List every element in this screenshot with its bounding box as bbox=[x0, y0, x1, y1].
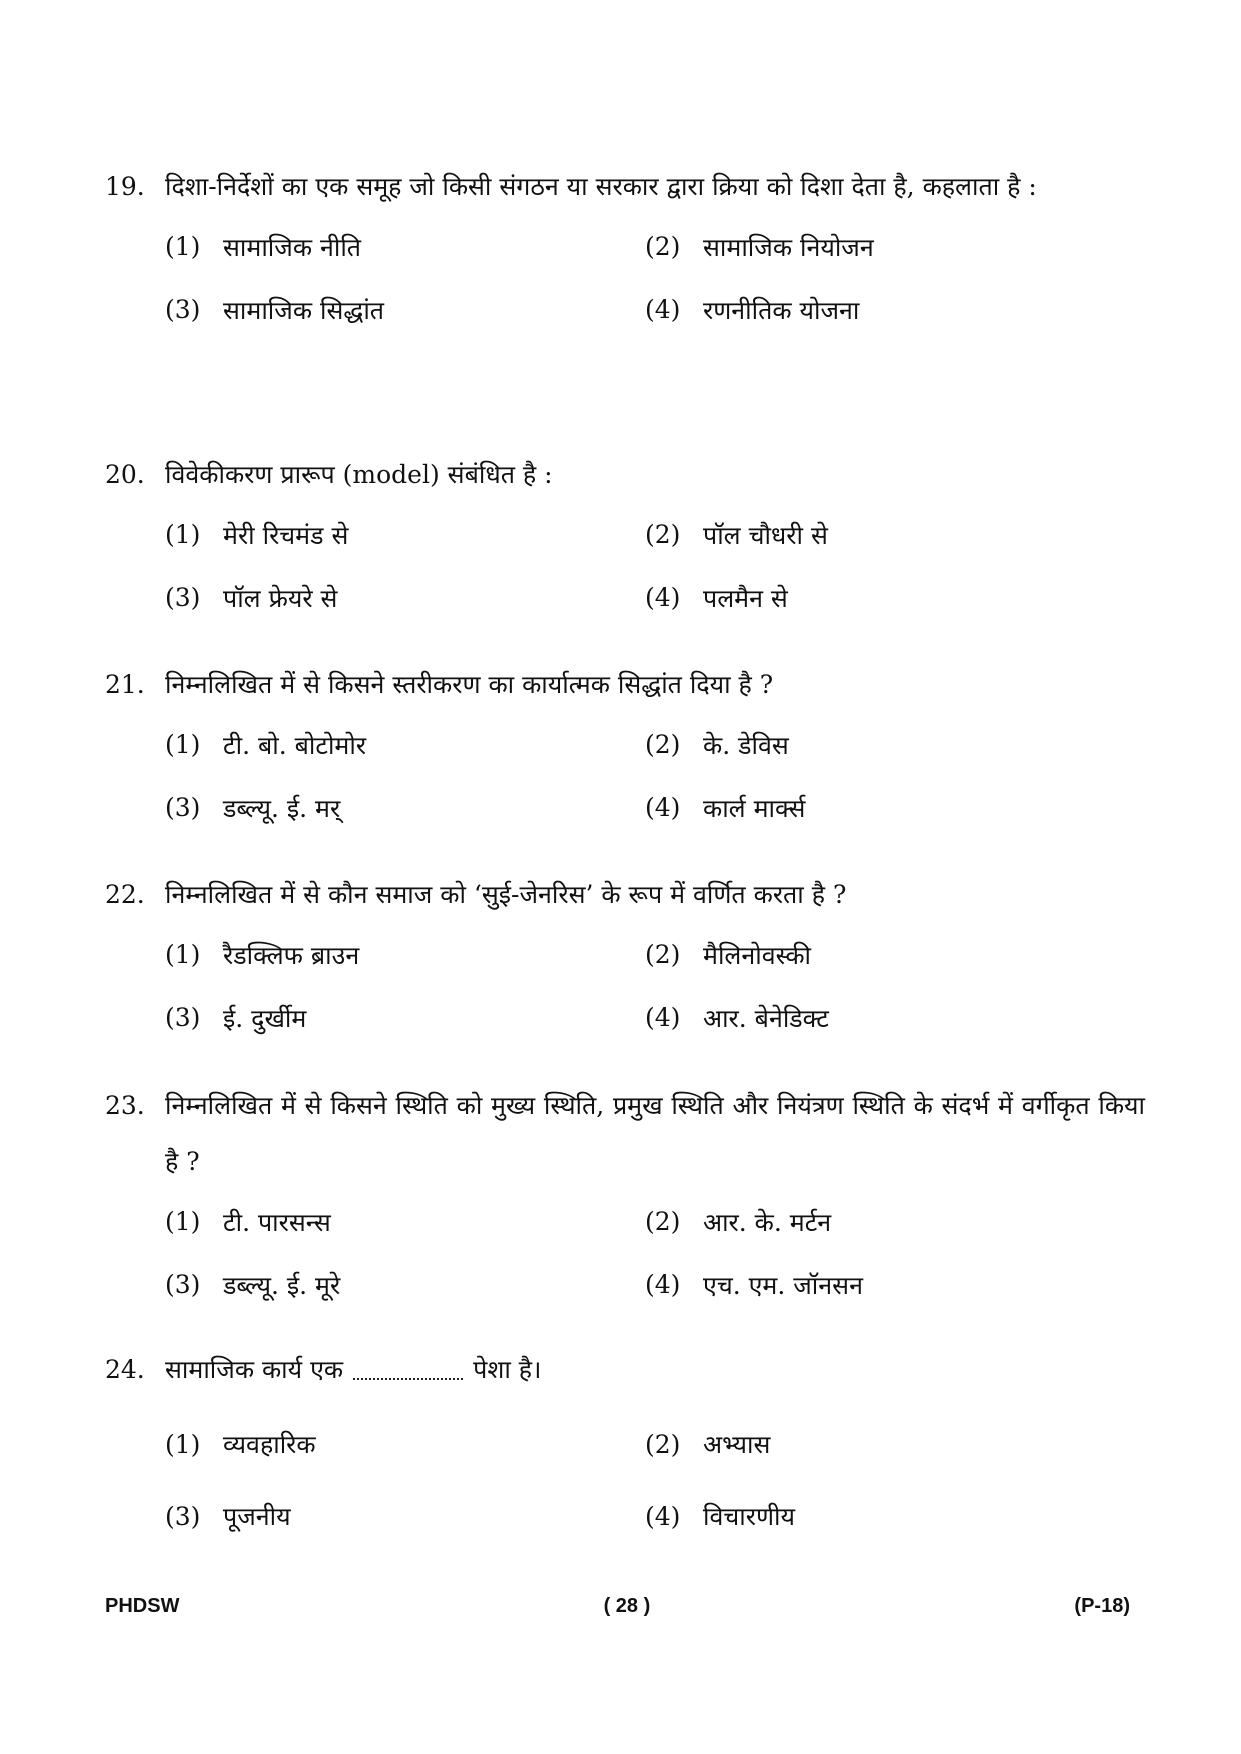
option-number: (3) bbox=[165, 1501, 201, 1531]
option-3[interactable] bbox=[165, 1480, 645, 1552]
option-number: (2) bbox=[645, 1429, 681, 1459]
options-list bbox=[165, 1190, 1145, 1316]
option-text: डब्ल्यू. ई. मूरे bbox=[223, 1270, 341, 1300]
option-4[interactable] bbox=[645, 278, 1125, 341]
option-text: मैलिनोवस्की bbox=[703, 940, 812, 970]
question-22 bbox=[105, 867, 1145, 1049]
option-text: मेरी रिचमंड से bbox=[223, 520, 349, 550]
option-number: (2) bbox=[645, 232, 681, 261]
option-1[interactable] bbox=[165, 1190, 645, 1253]
option-2[interactable] bbox=[645, 923, 1125, 986]
question-number: 23. bbox=[105, 1091, 145, 1120]
question-21 bbox=[105, 657, 1145, 839]
option-text: सामाजिक नियोजन bbox=[703, 232, 874, 262]
option-text: ई. दुर्खीम bbox=[223, 1003, 307, 1033]
footer-code: PHDSW bbox=[105, 1595, 180, 1617]
option-1[interactable] bbox=[165, 1408, 645, 1480]
options-list bbox=[165, 215, 1145, 341]
question-20 bbox=[105, 447, 1145, 629]
options-list bbox=[165, 503, 1145, 629]
question-number: 19. bbox=[105, 172, 145, 201]
options-list bbox=[165, 1408, 1145, 1552]
option-number: (4) bbox=[645, 1501, 681, 1531]
option-number: (4) bbox=[645, 1270, 681, 1299]
option-3[interactable] bbox=[165, 776, 645, 839]
option-number: (3) bbox=[165, 295, 201, 324]
option-text: एच. एम. जॉनसन bbox=[703, 1270, 863, 1300]
question-text bbox=[165, 1342, 1145, 1398]
option-4[interactable] bbox=[645, 776, 1125, 839]
page-footer bbox=[105, 1595, 1130, 1618]
option-number: (1) bbox=[165, 232, 201, 261]
option-number: (3) bbox=[165, 1003, 201, 1032]
option-1[interactable] bbox=[165, 713, 645, 776]
question-text-after: पेशा है। bbox=[473, 1355, 542, 1384]
question-text-before: सामाजिक कार्य एक bbox=[165, 1355, 344, 1384]
option-4[interactable] bbox=[645, 986, 1125, 1049]
question-number: 21. bbox=[105, 670, 145, 699]
option-text: सामाजिक नीति bbox=[223, 232, 362, 262]
option-number: (2) bbox=[645, 940, 681, 969]
option-2[interactable] bbox=[645, 1190, 1125, 1253]
question-text: निम्नलिखित में से किसने स्तरीकरण का कार्यात्मक सिद्धांत दिया है ? bbox=[165, 670, 774, 699]
option-1[interactable] bbox=[165, 923, 645, 986]
option-number: (3) bbox=[165, 583, 201, 612]
option-text: टी. बो. बोटोमोर bbox=[223, 730, 367, 760]
option-number: (2) bbox=[645, 520, 681, 549]
question-number: 22. bbox=[105, 880, 145, 909]
option-2[interactable] bbox=[645, 503, 1125, 566]
option-text: टी. पारसन्स bbox=[223, 1207, 331, 1237]
option-text: पूजनीय bbox=[223, 1502, 291, 1531]
option-text: विचारणीय bbox=[703, 1502, 796, 1531]
option-4[interactable] bbox=[645, 566, 1125, 629]
question-text: दिशा-निर्देशों का एक समूह जो किसी संगठन या सरकार द्वारा क्रिया को दिशा देता है, कहलाता है : bbox=[165, 172, 1037, 201]
option-number: (1) bbox=[165, 1207, 201, 1236]
option-4[interactable] bbox=[645, 1253, 1125, 1316]
option-2[interactable] bbox=[645, 713, 1125, 776]
option-text: रैडक्लिफ ब्राउन bbox=[223, 940, 360, 970]
options-list bbox=[165, 713, 1145, 839]
question-23 bbox=[105, 1078, 1145, 1316]
option-number: (4) bbox=[645, 583, 681, 612]
paper-code: (P-18) bbox=[1074, 1595, 1130, 1617]
option-2[interactable] bbox=[645, 215, 1125, 278]
option-text: डब्ल्यू. ई. मर् bbox=[223, 793, 341, 823]
question-number: 24. bbox=[105, 1355, 145, 1384]
option-number: (4) bbox=[645, 793, 681, 822]
question-text: निम्नलिखित में से कौन समाज को ‘सुई-जेनरिस’ के रूप में वर्णित करता है ? bbox=[165, 880, 847, 909]
option-4[interactable] bbox=[645, 1480, 1125, 1552]
option-3[interactable] bbox=[165, 566, 645, 629]
option-text: के. डेविस bbox=[703, 730, 789, 760]
option-text: पॉल फ्रेयरे से bbox=[223, 583, 338, 613]
option-3[interactable] bbox=[165, 1253, 645, 1316]
option-number: (3) bbox=[165, 1270, 201, 1299]
question-19 bbox=[105, 159, 1145, 341]
option-text: व्यवहारिक bbox=[223, 1430, 316, 1459]
options-list bbox=[165, 923, 1145, 1049]
option-1[interactable] bbox=[165, 503, 645, 566]
option-number: (3) bbox=[165, 793, 201, 822]
option-number: (1) bbox=[165, 940, 201, 969]
option-number: (4) bbox=[645, 295, 681, 324]
option-number: (2) bbox=[645, 1207, 681, 1236]
option-text: पलमैन से bbox=[703, 583, 788, 613]
page-number: ( 28 ) bbox=[603, 1595, 651, 1617]
option-1[interactable] bbox=[165, 215, 645, 278]
option-number: (1) bbox=[165, 520, 201, 549]
option-number: (1) bbox=[165, 730, 201, 759]
option-text: अभ्यास bbox=[703, 1430, 771, 1459]
fill-in-blank bbox=[353, 1364, 463, 1380]
option-number: (4) bbox=[645, 1003, 681, 1032]
question-number: 20. bbox=[105, 460, 145, 489]
option-text: आर. के. मर्टन bbox=[703, 1207, 832, 1237]
option-3[interactable] bbox=[165, 278, 645, 341]
option-text: आर. बेनेडिक्ट bbox=[703, 1003, 829, 1033]
question-24 bbox=[105, 1342, 1145, 1552]
option-3[interactable] bbox=[165, 986, 645, 1049]
question-text: विवेकीकरण प्रारूप (model) संबंधित है : bbox=[165, 460, 553, 489]
option-text: कार्ल मार्क्स bbox=[703, 793, 806, 823]
option-text: सामाजिक सिद्धांत bbox=[223, 295, 385, 325]
option-text: पॉल चौधरी से bbox=[703, 520, 828, 550]
option-2[interactable] bbox=[645, 1408, 1125, 1480]
option-number: (2) bbox=[645, 730, 681, 759]
question-text: निम्नलिखित में से किसने स्थिति को मुख्य स्थिति, प्रमुख स्थिति और नियंत्रण स्थिति के संदर्भ में वर्गीकृत किया है ? bbox=[165, 1091, 1145, 1176]
option-number: (1) bbox=[165, 1429, 201, 1459]
option-text: रणनीतिक योजना bbox=[703, 295, 860, 325]
